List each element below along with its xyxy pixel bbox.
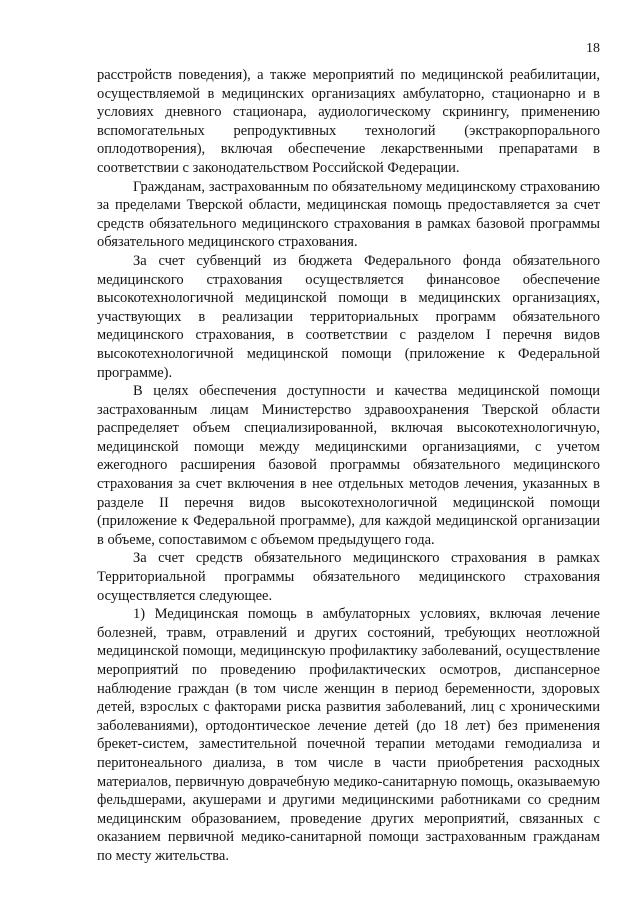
paragraph-continued: расстройств поведения), а также мероприятий по медицинской реабилитации, осуществляемой в медицинских организациях амбулаторно, стационарно и в условиях дневного стационара, аудиологическому скринингу, применению вспомогательных репродуктивных технологий (экстракорпорального оплодотворения), включая обеспечение лекарственными препаратами в соответствии с законодательством Российской Федерации.: [97, 67, 600, 176]
paragraph: За счет средств обязательного медицинского страхования в рамках Территориальной программы обязательного медицинского страхования осуществляется следующее.: [97, 550, 600, 604]
body-text: [97, 66, 600, 866]
paragraph: За счет субвенций из бюджета Федерального фонда обязательного медицинского страхования осуществляется финансовое обеспечение высокотехнологичной медицинской помощи в медицинских организациях, участвующих в реализации территориальных программ обязательного медицинского страхования, в соответствии с разделом I перечня видов высокотехнологичной медицинской помощи (приложение к Федеральной программе).: [97, 252, 600, 381]
page-number: 18: [586, 41, 600, 56]
paragraph: В целях обеспечения доступности и качества медицинской помощи застрахованным лицам Министерство здравоохранения Тверской области распределяет объем специализированной, включая высокотехнологичную, медицинской помощи между медицинскими организациями, с учетом ежегодного расширения базовой программы обязательного медицинского страхования за счет включения в нее отдельных методов лечения, указанных в разделе II перечня видов высокотехнологичной медицинской помощи (приложение к Федеральной программе), для каждой медицинской организации в объеме, сопоставимом с объемом предыдущего года.: [97, 383, 600, 548]
paragraph: 1) Медицинская помощь в амбулаторных условиях, включая лечение болезней, травм, отравлений и других состояний, требующих неотложной медицинской помощи, медицинскую профилактику заболеваний, осуществление мероприятий по проведению профилактических осмотров, диспансерное наблюдение граждан (в том числе женщин в период беременности, здоровых детей, взрослых с факторами риска развития заболеваний, лиц с хроническими заболеваниями), ортодонтическое лечение детей (до 18 лет) без применения брекет-систем, заместительной почечной терапии методами гемодиализа и перитонеального диализа, в том числе в части приобретения расходных материалов, первичную доврачебную медико-санитарную помощь, оказываемую фельдшерами, акушерами и другими медицинскими работниками со средним медицинским образованием, проведение других мероприятий, связанных с оказанием первичной медико-санитарной помощи застрахованным гражданам по месту жительства.: [97, 606, 600, 864]
paragraph: Гражданам, застрахованным по обязательному медицинскому страхованию за пределами Тверской области, медицинская помощь предоставляется за счет средств обязательного медицинского страхования в рамках базовой программы обязательного медицинского страхования.: [97, 178, 600, 251]
